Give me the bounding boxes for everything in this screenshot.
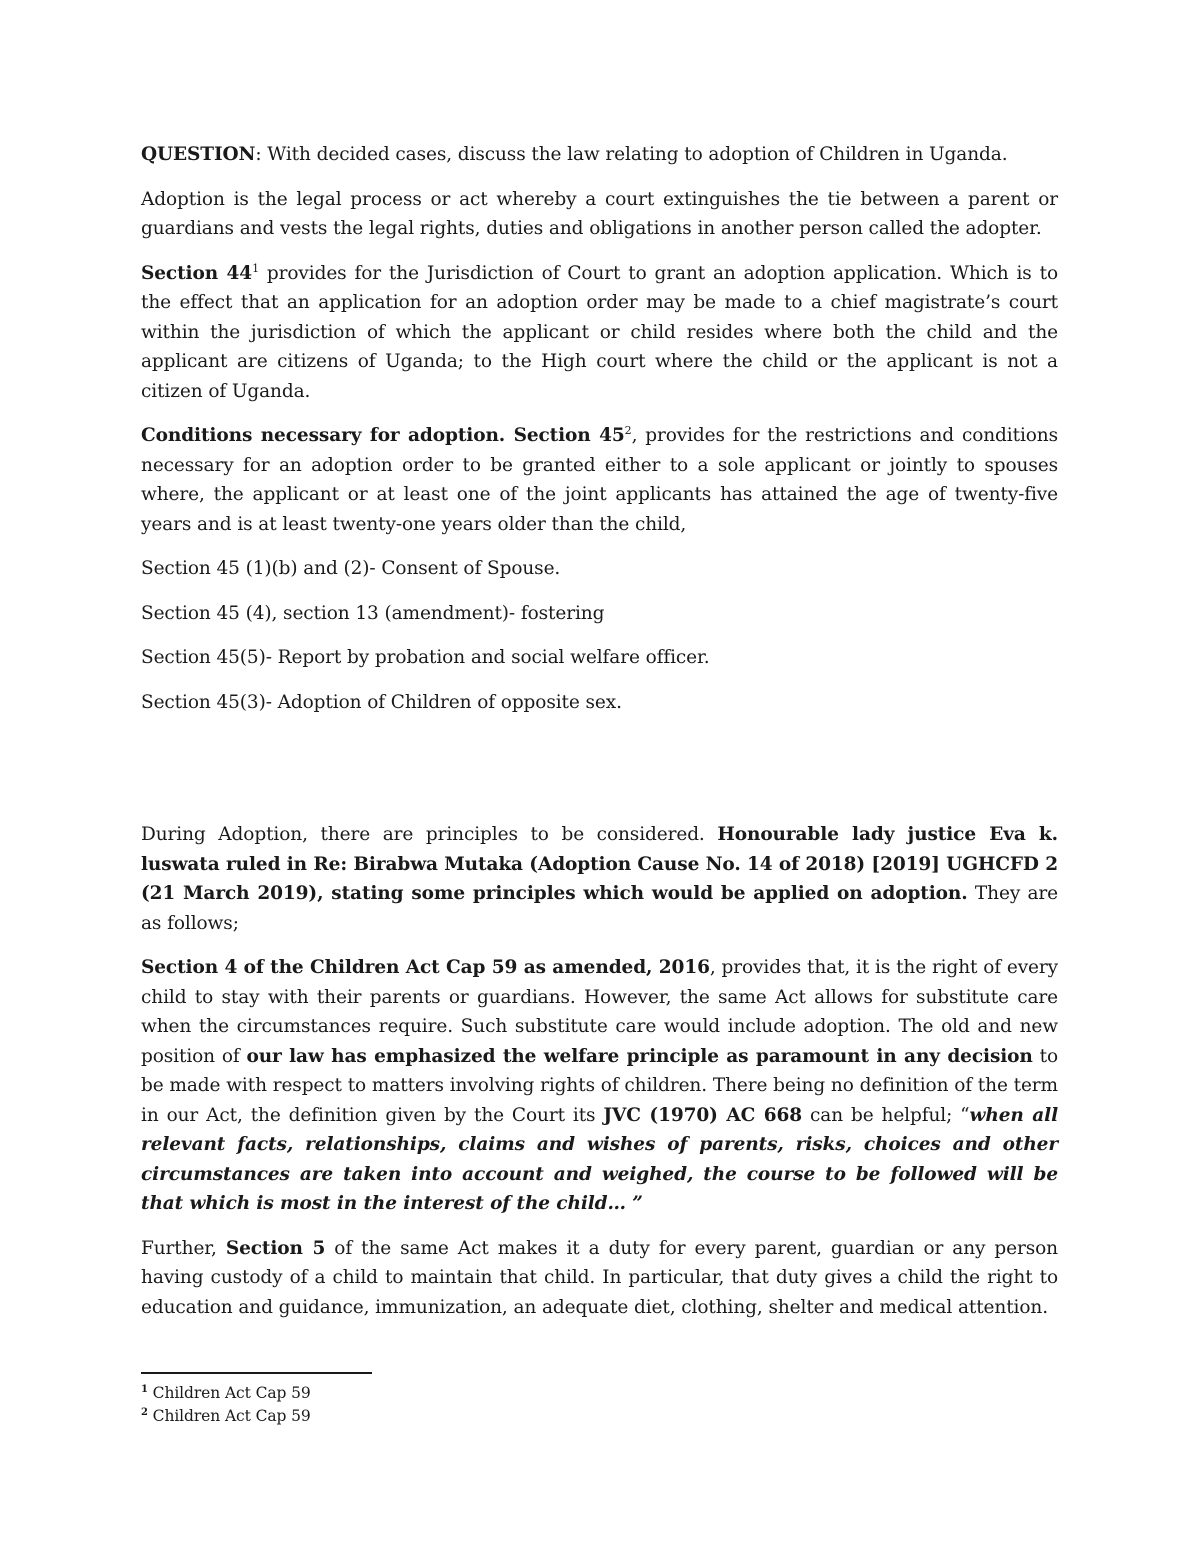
footnote-text: Children Act Cap 59 <box>147 1384 311 1402</box>
principles-paragraph <box>141 820 1058 938</box>
footnote-number: 1 <box>141 1383 148 1395</box>
footnote-separator <box>141 1372 372 1374</box>
footnote-number: 2 <box>141 1406 148 1418</box>
footnote-2 <box>141 1405 541 1428</box>
footnote-1 <box>141 1382 541 1405</box>
section-list-item: Section 45 (1)(b) and (2)- Consent of Spouse. <box>141 558 561 579</box>
question-paragraph <box>141 140 1058 170</box>
section5-title: Section 5 <box>225 1237 326 1259</box>
section5-paragraph <box>141 1234 1058 1323</box>
question-label: QUESTION <box>141 144 256 165</box>
section4-welfare-principle: our law has emphasized the welfare principle as paramount in any decision <box>246 1045 1033 1067</box>
jurisdiction-section: Section 44 <box>141 262 253 284</box>
footnote-ref-1[interactable]: 1 <box>252 261 259 275</box>
section-list-item: Section 45 (4), section 13 (amendment)- fostering <box>141 602 605 624</box>
section-list-item: Section 45(5)- Report by probation and social welfare officer. <box>141 647 710 668</box>
section4-text-2: to be made with respect to matters involving rights of children. There being no definition of the term in our Act, the definition given by the Court its <box>141 1045 1058 1126</box>
conditions-text: , provides for the restrictions and conditions necessary for an adoption order to be granted either to a sole applicant or jointly to spouses where, the applicant or at least one of the joint applicants has attained the age of twenty-five years and is at least twenty-one years older than the child, <box>141 425 1059 535</box>
section4-title: Section 4 of the Children Act Cap 59 as amended, 2016 <box>141 957 710 978</box>
conditions-heading: Conditions necessary for adoption. Section 45 <box>141 425 625 446</box>
footnote-ref-2[interactable]: 2 <box>624 423 632 437</box>
blank-space <box>141 732 1058 820</box>
conditions-paragraph <box>141 421 1058 539</box>
section4-quote: when all relevant facts, relationships, claims and wishes of parents, risks, choices and other circumstances are taken into account and weighed, the course to be followed will be that which is most in the interest of the child… ” <box>141 1104 1058 1214</box>
document-body <box>141 140 1058 1337</box>
section4-text-1: , provides that, it is the right of every child to stay with their parents or guardians. However, the same Act allows for substitute care when the circumstances require. Such substitute care would include adoption. The old and new position of <box>141 957 1059 1067</box>
principles-tail: They are as follows; <box>141 883 1058 934</box>
question-text: : With decided cases, discuss the law relating to adoption of Children in Uganda. <box>255 144 1008 165</box>
section4-paragraph <box>141 953 1058 1219</box>
principles-case-citation: Honourable lady justice Eva k. luswata ruled in Re: Birabwa Mutaka (Adoption Cause No. 14 of 2018) [2019] UGHCFD 2 (21 March 2019), stating some principles which would be applied on adoption. <box>141 824 1058 904</box>
footnote-text: Children Act Cap 59 <box>147 1407 311 1425</box>
section5-text-1: Further, <box>141 1237 226 1259</box>
section-list-item: Section 45(3)- Adoption of Children of opposite sex. <box>141 691 622 713</box>
section5-text-2: of the same Act makes it a duty for every parent, guardian or any person having custody of a child to maintain that child. In particular, that duty gives a child the right to education and guidance, immunization, an adequate diet, clothing, shelter and medical attention. <box>141 1237 1058 1318</box>
definition-paragraph: Adoption is the legal process or act whereby a court extinguishes the tie between a parent or guardians and vests the legal rights, duties and obligations in another person called the adopter. <box>141 188 1058 239</box>
principles-intro: During Adoption, there are principles to be considered. <box>141 824 718 845</box>
section4-text-3: can be helpful; “ <box>802 1104 970 1126</box>
footnotes <box>141 1372 541 1428</box>
section4-case-citation: JVC (1970) AC 668 <box>603 1104 803 1126</box>
jurisdiction-text: provides for the Jurisdiction of Court to grant an adoption application. Which is to the effect that an application for an adoption order may be made to a chief magistrate’s court within the jurisdiction of which the applicant or child resides where both the child and the applicant are citizens of Uganda; to the High court where the child or the applicant is not a citizen of Uganda. <box>141 262 1058 402</box>
jurisdiction-paragraph <box>141 259 1058 407</box>
